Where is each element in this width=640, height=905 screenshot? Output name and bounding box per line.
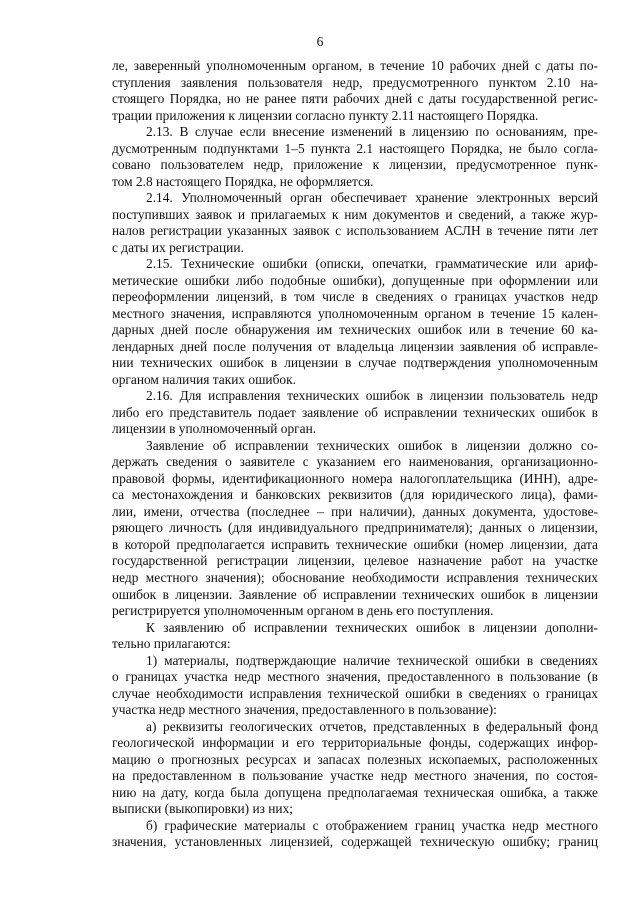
text-line: 2.16. Для исправления технических ошибок в лицензии пользователь недр <box>146 388 598 404</box>
text-line: ряющего личность (для индивидуального предпринимателя); данных о лицензии, <box>112 520 598 536</box>
text-line: органом наличия таких ошибок. <box>112 371 296 387</box>
text-line: 2.13. В случае если внесение изменений в лицензию по основаниям, пре- <box>146 124 598 140</box>
body-text <box>112 58 598 851</box>
text-line: метические ошибки либо подобные ошибки), допущенные при оформлении или <box>112 272 598 288</box>
text-line: переоформлении лицензий, в том числе в сведениях о границах участков недр <box>112 289 598 305</box>
text-line: недр местного значения); обоснование необходимости исправления технических <box>112 569 598 585</box>
text-line: случае необходимости исправления технической ошибки в сведениях о границах <box>112 685 598 701</box>
text-line: а) реквизиты геологических отчетов, представленных в федеральный фонд <box>146 718 598 734</box>
text-line: нию на дату, когда была допущена предполагаемая техническая ошибка, а также <box>112 784 598 800</box>
text-line: стоящего Порядка, но не ранее пяти рабочих дней с даты государственной регис- <box>112 91 598 107</box>
text-line: о границах участка недр местного значения, предоставленного в пользование (в <box>112 669 598 685</box>
text-line: в которой предполагается исправить технические ошибки (номер лицензии, дата <box>112 536 598 552</box>
text-line: 2.14. Уполномоченный орган обеспечивает хранение электронных версий <box>146 190 598 206</box>
text-line: местного значения, исправляются уполномоченным органом в течение 15 кален- <box>112 305 598 321</box>
text-line: ле, заверенный уполномоченным органом, в течение 10 рабочих дней с даты по- <box>112 58 598 73</box>
text-line: тельно прилагаются: <box>112 636 231 652</box>
text-line: значения, установленных лицензией, содержащей техническую ошибку; границ <box>112 834 598 850</box>
text-line: лицензии в уполномоченный орган. <box>112 421 317 437</box>
text-line: геологической информации и его территориальные фонды, содержащих инфор- <box>112 735 598 751</box>
text-line: ступления заявления пользователя недр, предусмотренного пунктом 2.10 на- <box>112 74 598 90</box>
text-line: государственной регистрации лицензии, целевое назначение работ на участке <box>112 553 598 569</box>
text-line: налов регистрации указанных заявок с использованием АСЛН в течение пяти лет <box>112 223 598 239</box>
text-line: ошибок в лицензии. Заявление об исправлении технических ошибок в лицензии <box>112 586 598 602</box>
text-line: регистрируется уполномоченным органом в день его поступления. <box>112 603 494 619</box>
text-line: Заявление об исправлении технических ошибок в лицензии должно со- <box>146 437 598 453</box>
text-line: дарных дней после обнаружения им технических ошибок или в течение 60 ка- <box>112 322 598 338</box>
text-line: дусмотренным подпунктами 1–5 пункта 2.1 настоящего Порядка, не было согла- <box>112 140 598 156</box>
text-line: К заявлению об исправлении технических ошибок в лицензии дополни- <box>146 619 598 635</box>
text-line: лендарных дней после получения от владельца лицензии заявления об исправле- <box>112 338 598 354</box>
text-line: совано пользователем недр, приложение к лицензии, предусмотренное пунк- <box>112 157 598 173</box>
text-line: б) графические материалы с отображением границ участка недр местного <box>146 817 598 833</box>
text-line: лии, имени, отчества (последнее – при наличии), данных документа, удостове- <box>112 503 598 519</box>
text-line: том 2.8 настоящего Порядка, не оформляется. <box>112 173 374 189</box>
text-line: мацию о прогнозных ресурсах и запасах полезных ископаемых, расположенных <box>112 751 598 767</box>
text-line: поступивших заявок и прилагаемых к ним документов и сведений, а также жур- <box>112 206 598 222</box>
text-line: са местонахождения и банковских реквизитов (для юридического лица), фами- <box>112 487 598 503</box>
text-line: держать сведения о заявителе с указанием его наименования, организационно- <box>112 454 598 470</box>
text-line: на предоставленном в пользование участке недр местного значения, по состоя- <box>112 768 598 784</box>
text-line: выписки (выкопировки) из них; <box>112 801 293 817</box>
text-line: 1) материалы, подтверждающие наличие технической ошибки в сведениях <box>146 652 598 668</box>
text-line: либо его представитель подает заявление об исправлении технических ошибок в <box>112 404 598 420</box>
page-number: 6 <box>316 34 324 49</box>
text-line: нии технических ошибок в лицензии в случае подтверждения уполномоченным <box>112 355 598 371</box>
text-line: с даты их регистрации. <box>112 239 244 255</box>
text-line: трации приложения к лицензии согласно пункту 2.11 настоящего Порядка. <box>112 107 539 123</box>
text-line: участка недр местного значения, предоставленного в пользование): <box>112 702 497 718</box>
text-line: 2.15. Технические ошибки (описки, опечатки, грамматические или ариф- <box>146 256 598 272</box>
text-line: правовой формы, идентификационного номера налогоплательщика (ИНН), адре- <box>112 470 598 486</box>
